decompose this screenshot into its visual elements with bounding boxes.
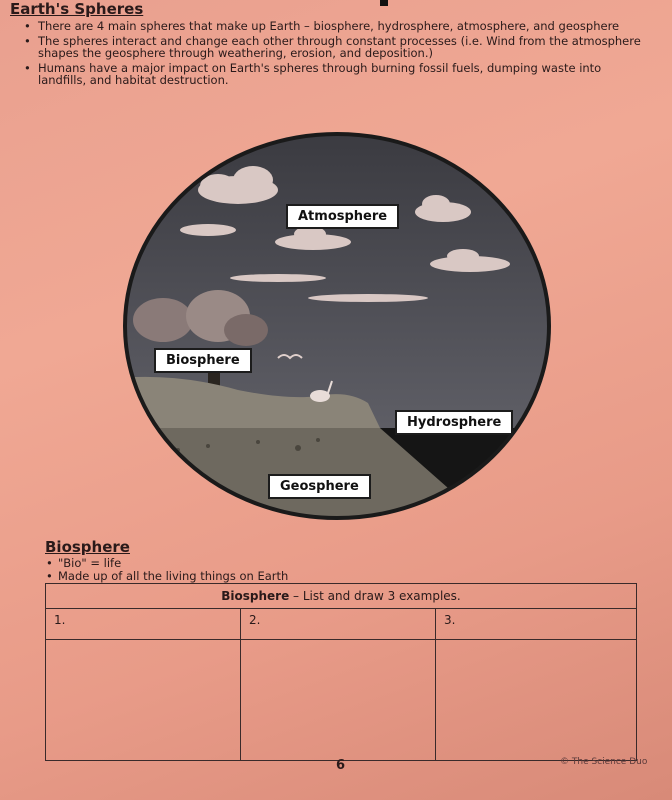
table-header: [46, 584, 637, 609]
drawing-cell[interactable]: [436, 640, 637, 761]
drawing-cell[interactable]: [46, 640, 241, 761]
drawing-cell[interactable]: [241, 640, 436, 761]
hydrosphere-label: Hydrosphere: [395, 410, 513, 435]
intro-bullets: [20, 20, 650, 89]
copyright-notice: © The Science Duo: [560, 757, 648, 767]
page-edge-mark: [380, 0, 388, 6]
atmosphere-label: Atmosphere: [286, 204, 399, 229]
bullet-item: • Humans have a major impact on Earth's spheres through burning fossil fuels, dumping waste into landfills, and habitat destruction.: [20, 62, 650, 86]
biosphere-examples-table: [45, 583, 637, 761]
bullet-item: • "Bio" = life: [44, 557, 288, 570]
diagram-illustration: [118, 128, 558, 528]
biosphere-label: Biosphere: [154, 348, 252, 373]
geosphere-label: Geosphere: [268, 474, 371, 499]
bullet-item: • Made up of all the living things on Earth: [44, 570, 288, 583]
example-number-cell: 3.: [436, 609, 637, 640]
biosphere-points: [44, 557, 288, 583]
goose-icon: [310, 390, 330, 402]
earth-spheres-diagram: [118, 128, 558, 528]
table-header-bold: Biosphere: [221, 589, 290, 603]
bullet-item: • There are 4 main spheres that make up Earth – biosphere, hydrosphere, atmosphere, and geosphere: [20, 20, 650, 32]
page-title: Earth's Spheres: [10, 0, 144, 18]
table-header-text: – List and draw 3 examples.: [289, 589, 461, 603]
page-number: 6: [336, 758, 346, 773]
bullet-item: • The spheres interact and change each other through constant processes (i.e. Wind from the atmosphere shapes the geosphere through weathering, erosion, and deposition.): [20, 35, 650, 59]
example-number-cell: 1.: [46, 609, 241, 640]
biosphere-section-title: Biosphere: [45, 538, 130, 556]
example-number-cell: 2.: [241, 609, 436, 640]
